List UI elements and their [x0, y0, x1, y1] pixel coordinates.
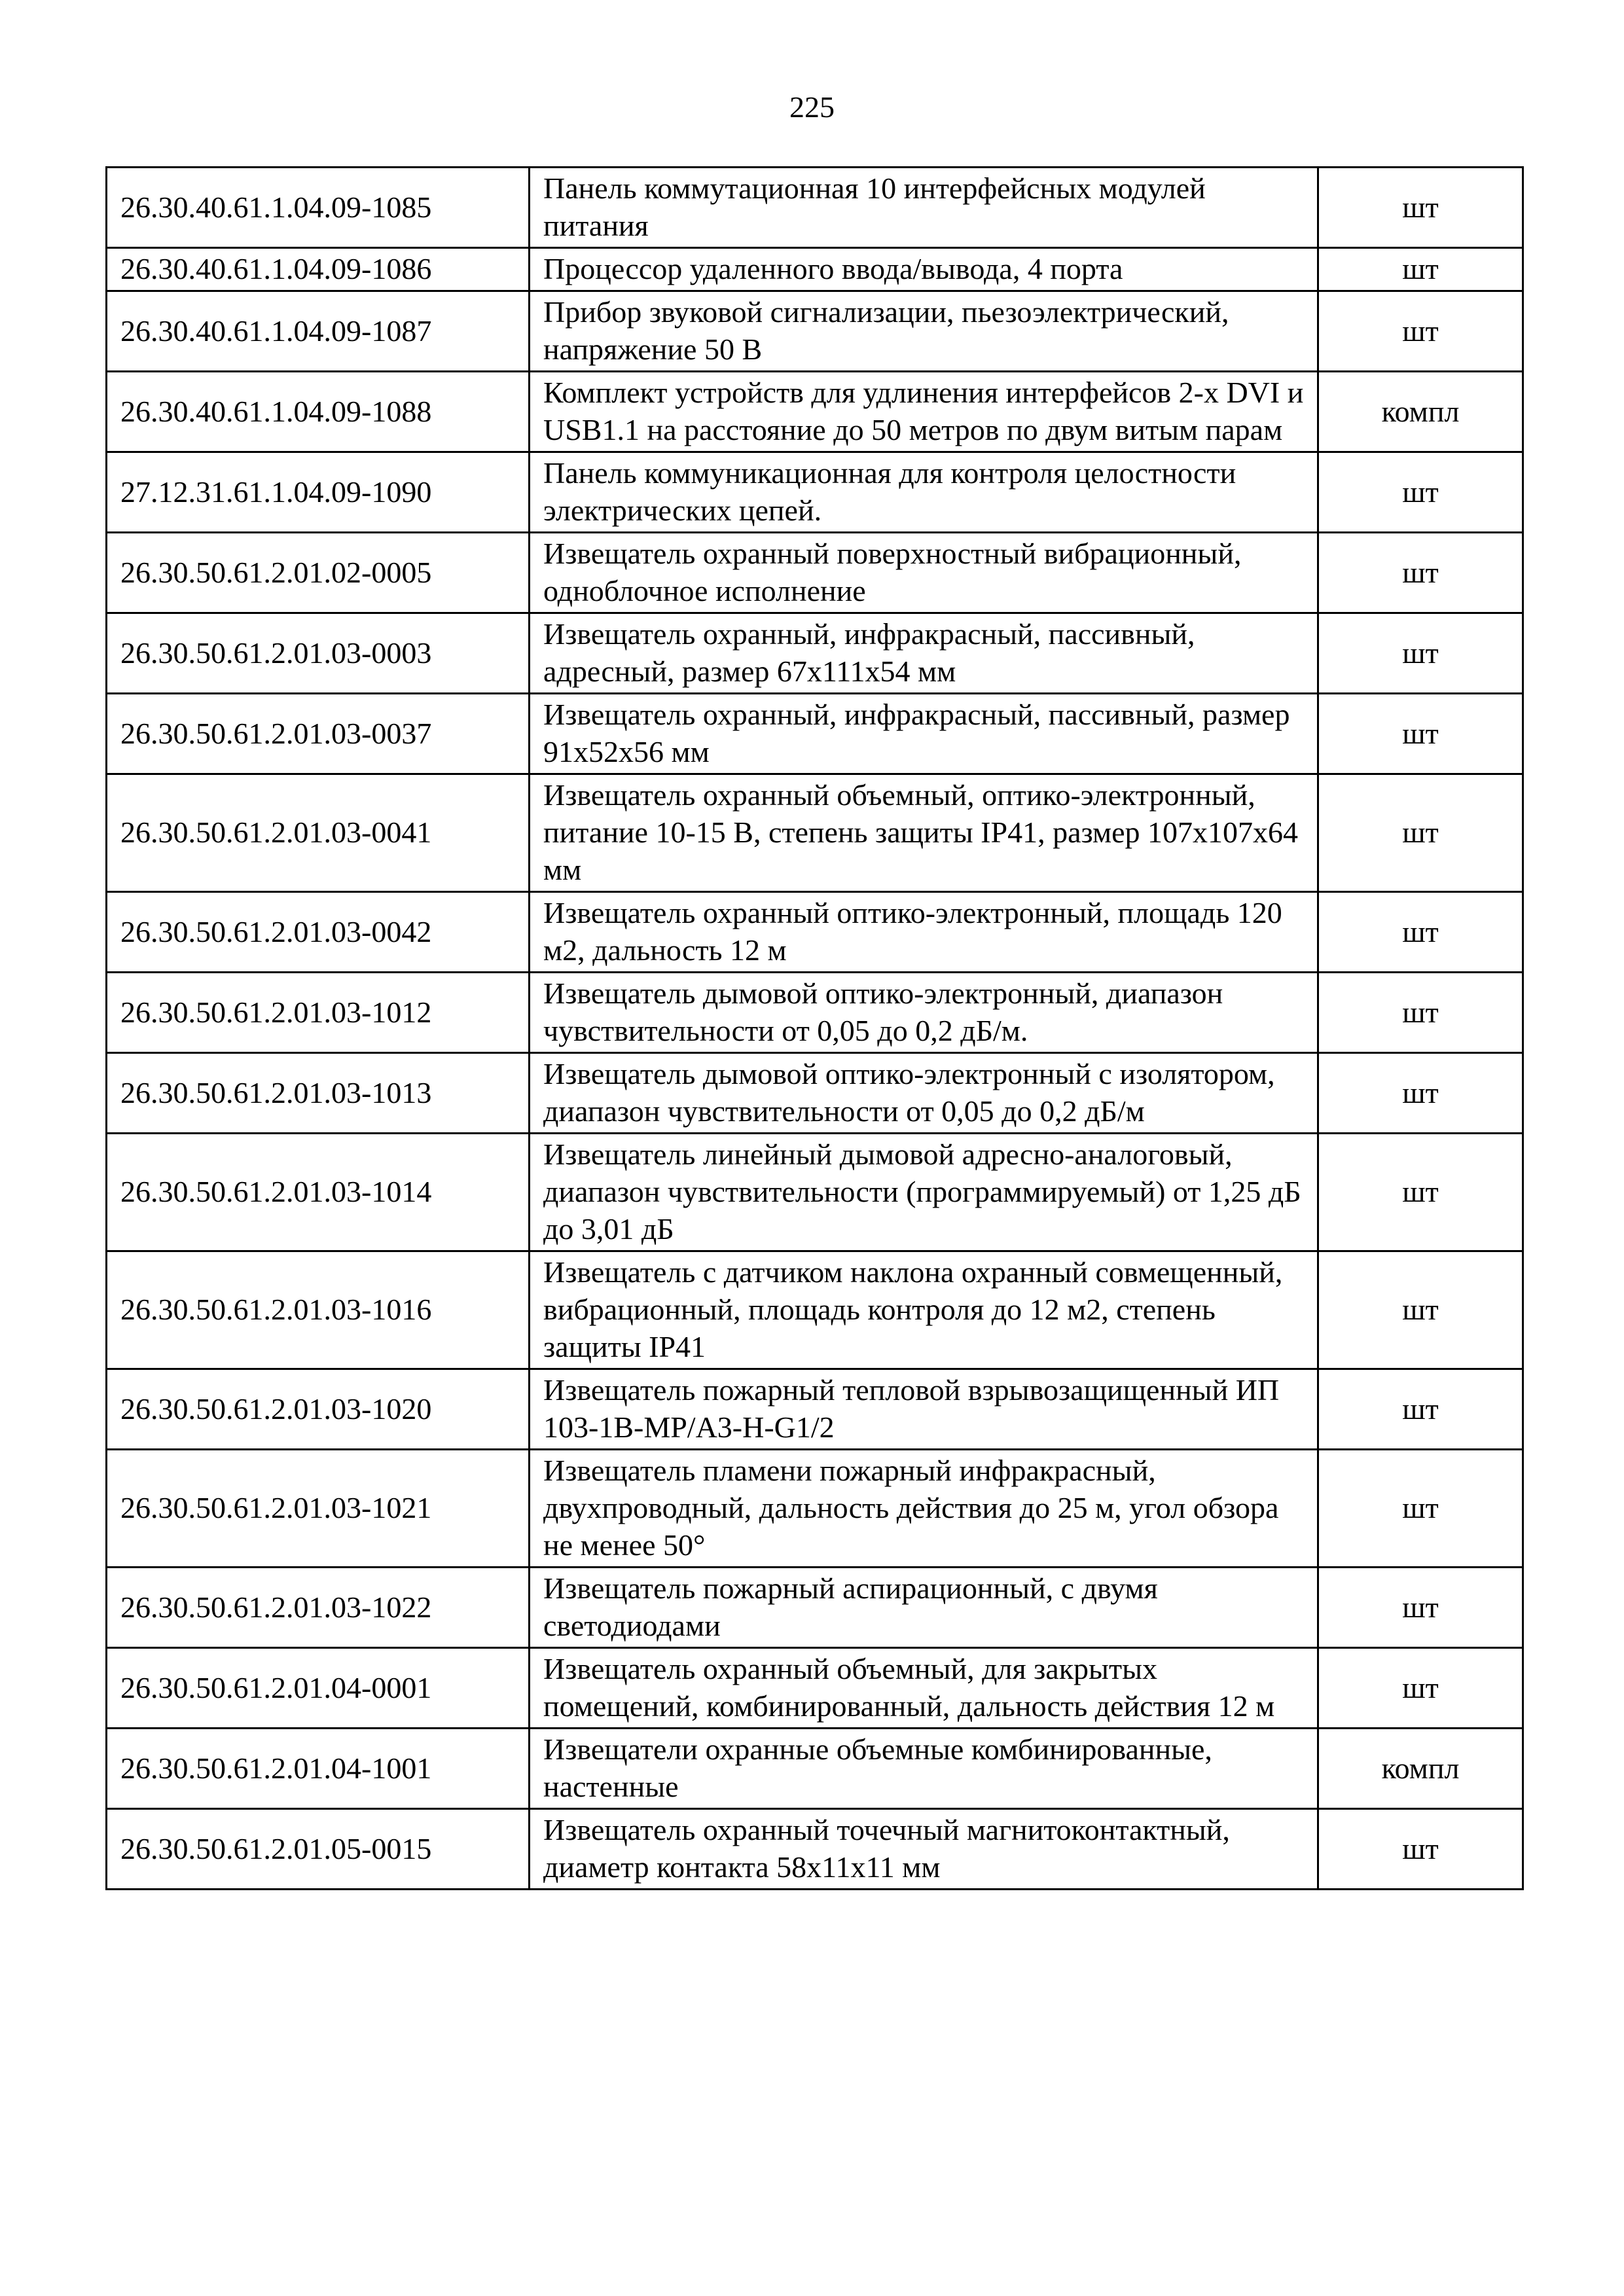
resource-name-cell: Извещатель пожарный аспирационный, с двумя светодиодами — [530, 1568, 1318, 1648]
resource-code-cell: 26.30.40.61.1.04.09-1085 — [107, 168, 530, 248]
resource-name-cell: Извещатели охранные объемные комбинированные, настенные — [530, 1729, 1318, 1809]
table-row — [107, 892, 1523, 973]
catalog-table-body — [107, 168, 1523, 1890]
resource-name-cell: Извещатель охранный, инфракрасный, пассивный, размер 91x52x56 мм — [530, 694, 1318, 774]
resource-code-cell: 26.30.50.61.2.01.03-1022 — [107, 1568, 530, 1648]
resource-code-cell: 27.12.31.61.1.04.09-1090 — [107, 452, 530, 533]
resource-code-cell: 26.30.50.61.2.01.05-0015 — [107, 1809, 530, 1890]
resource-name-cell: Панель коммуникационная для контроля целостности электрических цепей. — [530, 452, 1318, 533]
resource-code-cell: 26.30.40.61.1.04.09-1086 — [107, 248, 530, 291]
resource-name-cell: Извещатель охранный оптико-электронный, площадь 120 м2, дальность 12 м — [530, 892, 1318, 973]
resource-name-cell: Извещатель охранный, инфракрасный, пассивный, адресный, размер 67x111x54 мм — [530, 613, 1318, 694]
resource-name-cell: Извещатель с датчиком наклона охранный совмещенный, вибрационный, площадь контроля до 12 м2, степень защиты IP41 — [530, 1251, 1318, 1369]
table-row — [107, 372, 1523, 452]
table-row — [107, 694, 1523, 774]
resource-code-cell: 26.30.50.61.2.01.03-0041 — [107, 774, 530, 892]
unit-cell: шт — [1318, 291, 1523, 372]
resource-name-cell: Извещатель охранный объемный, оптико-электронный, питание 10-15 В, степень защиты IP41, размер 107x107x64 мм — [530, 774, 1318, 892]
resource-name-cell: Процессор удаленного ввода/вывода, 4 порта — [530, 248, 1318, 291]
unit-cell: шт — [1318, 1568, 1523, 1648]
resource-name-cell: Извещатель линейный дымовой адресно-аналоговый, диапазон чувствительности (программируемый) от 1,25 дБ до 3,01 дБ — [530, 1134, 1318, 1251]
table-row — [107, 168, 1523, 248]
table-row — [107, 533, 1523, 613]
resource-name-cell: Панель коммутационная 10 интерфейсных модулей питания — [530, 168, 1318, 248]
table-row — [107, 1251, 1523, 1369]
resource-name-cell: Извещатель пламени пожарный инфракрасный, двухпроводный, дальность действия до 25 м, угол обзора не менее 50° — [530, 1450, 1318, 1568]
unit-cell: шт — [1318, 1134, 1523, 1251]
resource-code-cell: 26.30.50.61.2.01.04-1001 — [107, 1729, 530, 1809]
resource-code-cell: 26.30.50.61.2.01.03-1012 — [107, 973, 530, 1053]
table-row — [107, 1648, 1523, 1729]
resource-code-cell: 26.30.50.61.2.01.03-1013 — [107, 1053, 530, 1134]
table-row — [107, 1809, 1523, 1890]
unit-cell: шт — [1318, 1648, 1523, 1729]
table-row — [107, 973, 1523, 1053]
resource-code-cell: 26.30.50.61.2.01.02-0005 — [107, 533, 530, 613]
resource-name-cell: Извещатель охранный объемный, для закрытых помещений, комбинированный, дальность действия 12 м — [530, 1648, 1318, 1729]
table-row — [107, 291, 1523, 372]
unit-cell: компл — [1318, 1729, 1523, 1809]
resource-code-cell: 26.30.50.61.2.01.03-0003 — [107, 613, 530, 694]
resource-code-cell: 26.30.50.61.2.01.03-1014 — [107, 1134, 530, 1251]
unit-cell: шт — [1318, 1251, 1523, 1369]
resource-code-cell: 26.30.40.61.1.04.09-1088 — [107, 372, 530, 452]
table-row — [107, 1134, 1523, 1251]
unit-cell: шт — [1318, 973, 1523, 1053]
resource-code-cell: 26.30.50.61.2.01.04-0001 — [107, 1648, 530, 1729]
unit-cell: шт — [1318, 452, 1523, 533]
table-row — [107, 452, 1523, 533]
unit-cell: шт — [1318, 1450, 1523, 1568]
unit-cell: шт — [1318, 892, 1523, 973]
unit-cell: шт — [1318, 694, 1523, 774]
unit-cell: шт — [1318, 774, 1523, 892]
resource-name-cell: Извещатель дымовой оптико-электронный, диапазон чувствительности от 0,05 до 0,2 дБ/м. — [530, 973, 1318, 1053]
resource-name-cell: Прибор звуковой сигнализации, пьезоэлектрический, напряжение 50 В — [530, 291, 1318, 372]
resource-code-cell: 26.30.50.61.2.01.03-0037 — [107, 694, 530, 774]
catalog-table — [105, 166, 1524, 1890]
resource-name-cell: Извещатель дымовой оптико-электронный с изолятором, диапазон чувствительности от 0,05 до 0,2 дБ/м — [530, 1053, 1318, 1134]
unit-cell: шт — [1318, 1053, 1523, 1134]
table-row — [107, 774, 1523, 892]
table-row — [107, 1369, 1523, 1450]
resource-code-cell: 26.30.40.61.1.04.09-1087 — [107, 291, 530, 372]
table-row — [107, 1729, 1523, 1809]
resource-name-cell: Комплект устройств для удлинения интерфейсов 2-х DVI и USB1.1 на расстояние до 50 метров по двум витым парам — [530, 372, 1318, 452]
table-row — [107, 1450, 1523, 1568]
unit-cell: компл — [1318, 372, 1523, 452]
resource-code-cell: 26.30.50.61.2.01.03-1016 — [107, 1251, 530, 1369]
resource-name-cell: Извещатель охранный поверхностный вибрационный, одноблочное исполнение — [530, 533, 1318, 613]
resource-name-cell: Извещатель охранный точечный магнитоконтактный, диаметр контакта 58x11x11 мм — [530, 1809, 1318, 1890]
table-row — [107, 613, 1523, 694]
resource-code-cell: 26.30.50.61.2.01.03-0042 — [107, 892, 530, 973]
table-row — [107, 1568, 1523, 1648]
resource-code-cell: 26.30.50.61.2.01.03-1021 — [107, 1450, 530, 1568]
unit-cell: шт — [1318, 533, 1523, 613]
unit-cell: шт — [1318, 168, 1523, 248]
resource-code-cell: 26.30.50.61.2.01.03-1020 — [107, 1369, 530, 1450]
unit-cell: шт — [1318, 248, 1523, 291]
unit-cell: шт — [1318, 613, 1523, 694]
unit-cell: шт — [1318, 1369, 1523, 1450]
resource-name-cell: Извещатель пожарный тепловой взрывозащищенный ИП 103-1В-МР/А3-Н-G1/2 — [530, 1369, 1318, 1450]
table-row — [107, 1053, 1523, 1134]
table-row — [107, 248, 1523, 291]
unit-cell: шт — [1318, 1809, 1523, 1890]
page-number: 225 — [789, 90, 835, 124]
